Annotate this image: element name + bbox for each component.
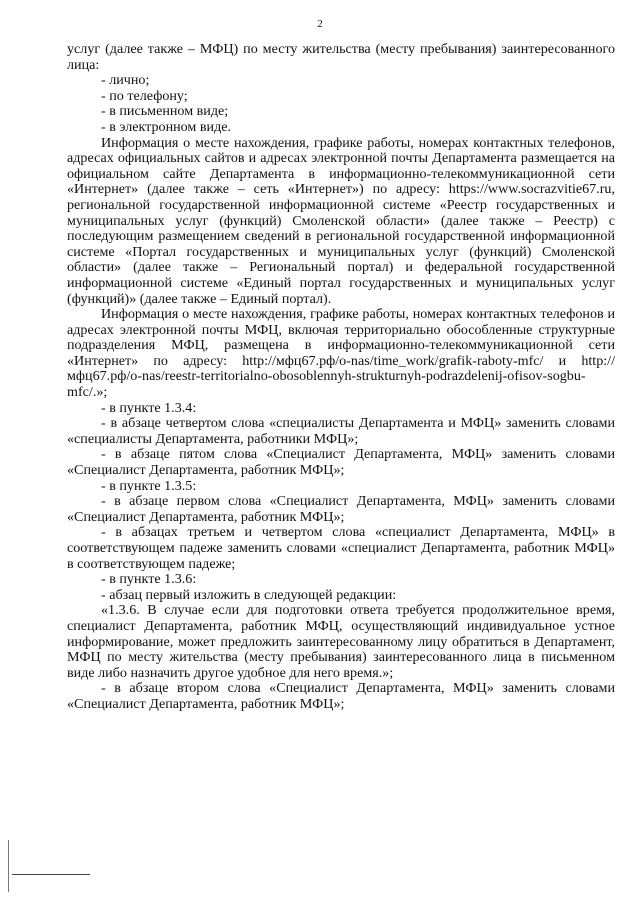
paragraph-department-info: Информация о месте нахождения, графике работы, номерах контактных телефонов, адресах официальных сайтов и адресах электронной почты Департамента размещается на официальном сайте Департамента в информационно-телекоммуникационной сети «Интернет» (далее также – сеть «Интернет») по адресу: https://www.socrazvitie67.ru, региональной государственной информационной системе «Реестр государственных и муниципальных услуг (функций) Смоленской области» (далее также – Реестр) с последующим размещением сведений в региональной государственной информационной системе «Портал государственных и муниципальных услуг (функций) Смоленской области» (далее также – Региональный портал) и федеральной государственной информационной системе «Единый портал государственных и муниципальных услуг (функций)» (далее также – Единый портал). (67, 134, 615, 307)
footnote-separator (12, 874, 90, 875)
list-item-in-writing: - в письменном виде; (101, 103, 229, 120)
paragraph-mfc-intro: услуг (далее также – МФЦ) по месту жительства (месту пребывания) заинтересованного лица: (67, 41, 615, 73)
list-item-electronic: - в электронном виде. (101, 118, 232, 135)
clause-1-3-5: - в пункте 1.3.5: (101, 477, 197, 494)
scan-edge-line (8, 840, 9, 892)
list-item-in-person: - лично; (101, 72, 150, 89)
paragraph-1-3-4-fourth: - в абзаце четвертом слова «специалисты Департамента и МФЦ» заменить словами «специалисты Департамента, работники МФЦ»; (67, 415, 615, 447)
paragraph-mfc-info: Информация о месте нахождения, графике работы, номерах контактных телефонов и адресах электронной почты МФЦ, включая территориально обособленные структурные подразделения МФЦ, размещена в информационно-телекоммуникационной сети «Интернет» по адресу: http://мфц67.рф/o-nas/time_work/grafik-raboty-mfc/ и http://мфц67.рф/o-nas/reestr-territorialno-obosoblennyh-strukturnyh-podrazdelenij-ofisov-sogbu-mfc/.»; (67, 306, 615, 401)
paragraph-1-3-5-first: - в абзаце первом слова «Специалист Департамента, МФЦ» заменить словами «Специалист Департамента, работник МФЦ»; (67, 493, 615, 525)
list-item-by-phone: - по телефону; (101, 87, 188, 104)
page-number: 2 (317, 18, 323, 30)
paragraph-1-3-4-fifth: - в абзаце пятом слова «Специалист Департамента, МФЦ» заменить словами «Специалист Департамента, работник МФЦ»; (67, 446, 615, 479)
paragraph-1-3-5-third-fourth: - в абзацах третьем и четвертом слова «специалист Департамента, МФЦ» в соответствующем падеже заменить словами «специалист Департамента, работник МФЦ» в соответствующем падеже; (67, 524, 615, 572)
paragraph-1-3-6-second: - в абзаце втором слова «Специалист Департамента, МФЦ» заменить словами «Специалист Департамента, работник МФЦ»; (67, 680, 615, 712)
document-body (67, 42, 615, 713)
clause-1-3-4: - в пункте 1.3.4: (101, 399, 197, 416)
paragraph-1-3-6-instruction: - абзац первый изложить в следующей редакции: (101, 586, 397, 603)
paragraph-1-3-6-new-text: «1.3.6. В случае если для подготовки ответа требуется продолжительное время, специалист Департамента, работник МФЦ, осуществляющий индивидуальное устное информирование, может предложить заинтересованному лицу обратиться в Департамент, МФЦ по месту жительства (месту пребывания) заинтересованного лица в письменном виде либо назначить другое удобное для него время.»; (67, 602, 615, 681)
clause-1-3-6: - в пункте 1.3.6: (101, 571, 197, 588)
